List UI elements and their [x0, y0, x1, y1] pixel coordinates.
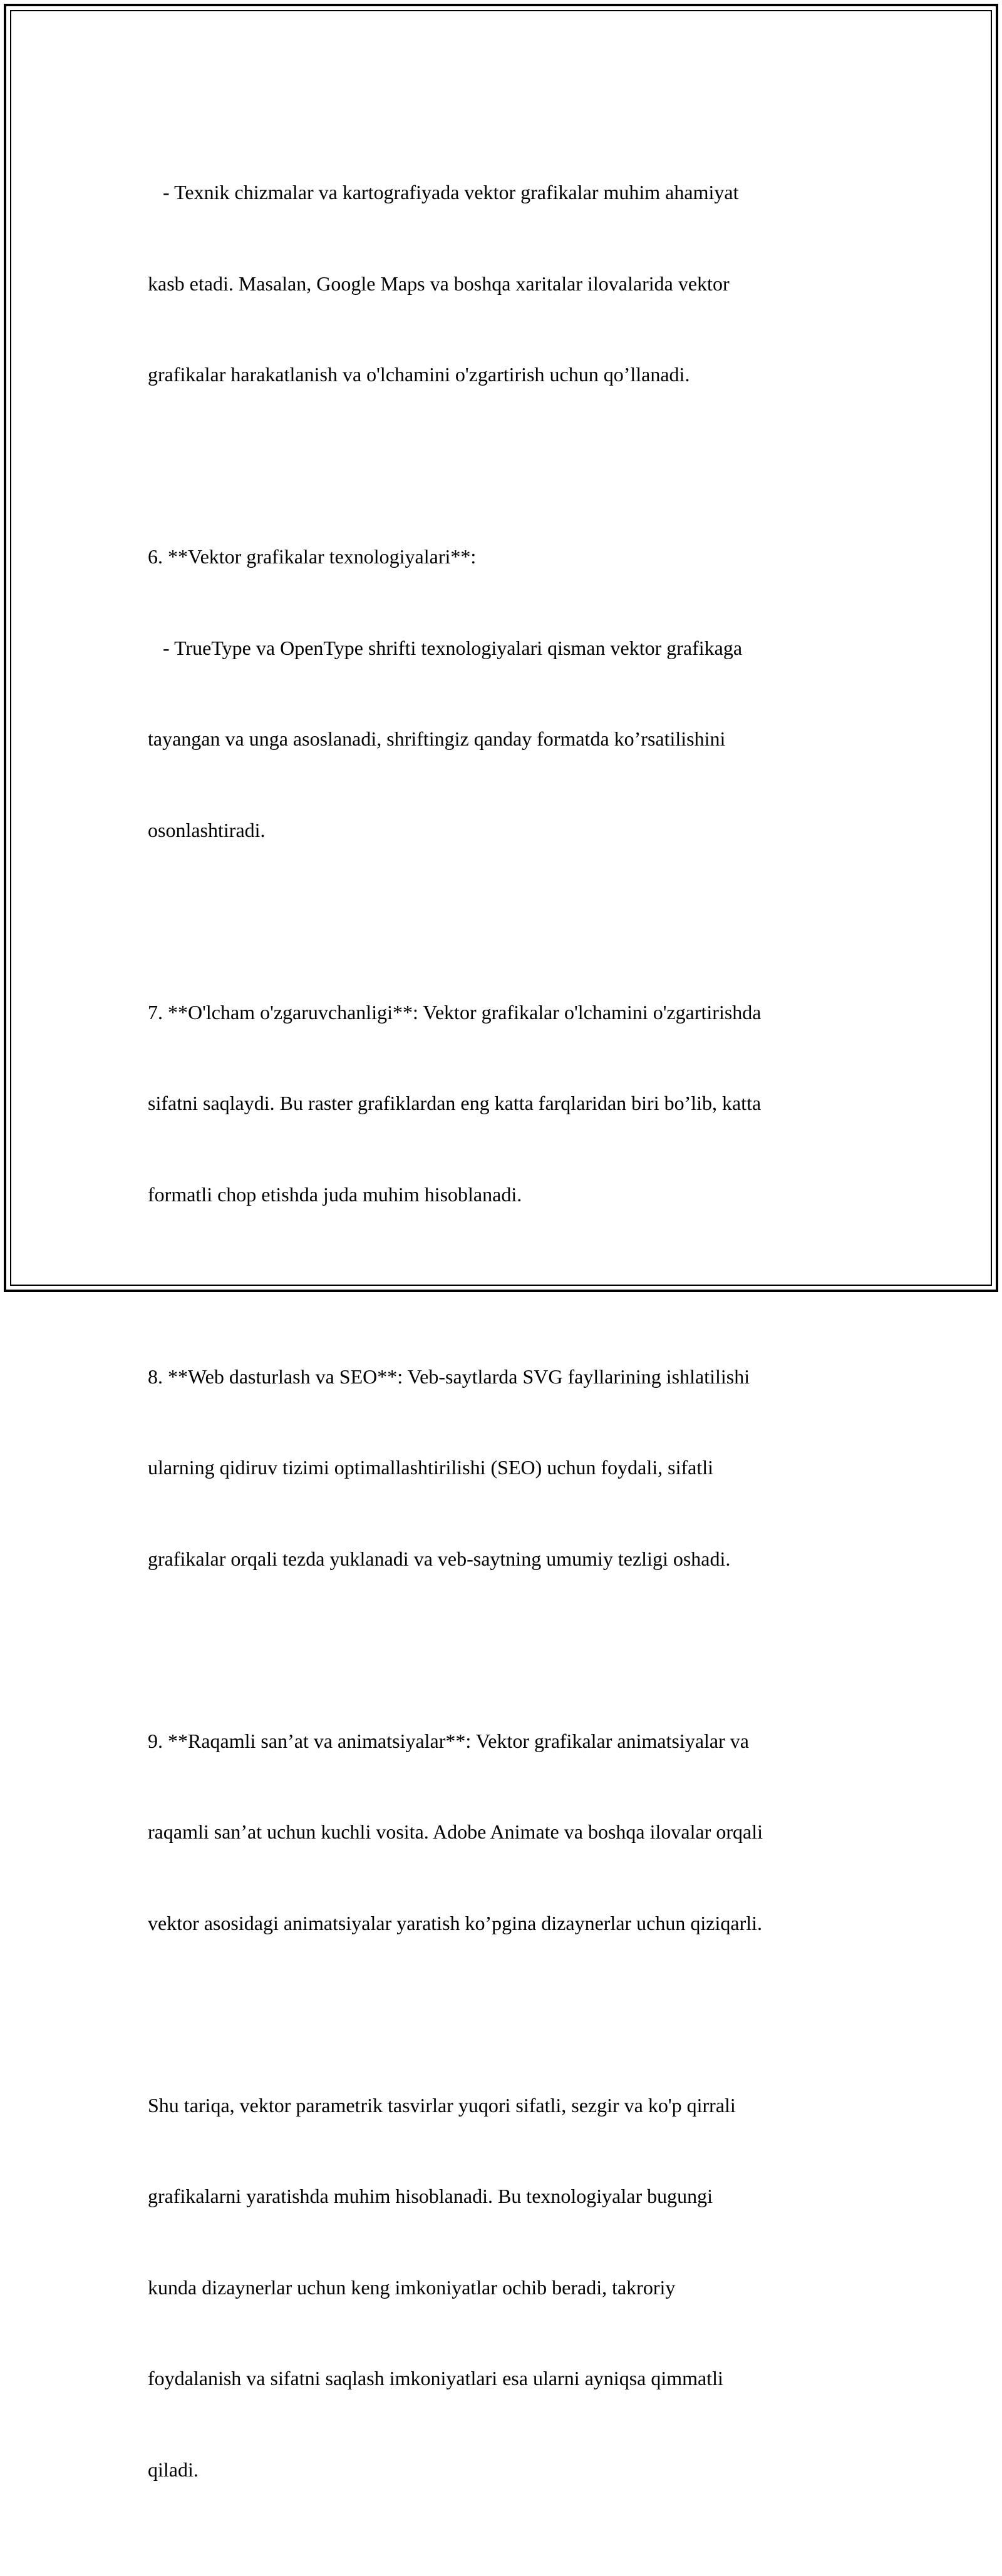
text-line: Shu tariqa, vektor parametrik tasvirlar yuqori sifatli, sezgir va ko'p qirrali: [148, 2093, 736, 2117]
text-line: raqamli san’at uchun kuchli vosita. Adobe Animate va boshqa ilovalar orqali: [148, 1820, 763, 1843]
text-line: 9. **Raqamli san’at va animatsiyalar**: Vektor grafikalar animatsiyalar va: [148, 1729, 749, 1752]
text-line: grafikalar harakatlanish va o'lchamini o'zgartirish uchun qo’llanadi.: [148, 363, 690, 386]
paragraph-item-9: [148, 1665, 862, 1999]
text-line: 8. **Web dasturlash va SEO**: Veb-saytlarda SVG fayllarining ishlatilishi: [148, 1365, 750, 1388]
text-line: 7. **O'lcham o'zgaruvchanligi**: Vektor grafikalar o'lchamini o'zgartirishda: [148, 1000, 762, 1024]
text-line: - TrueType va OpenType shrifti texnologiyalari qisman vektor grafikaga: [148, 636, 743, 659]
text-line: grafikalarni yaratishda muhim hisoblanadi. Bu texnologiyalar bugungi: [148, 2185, 713, 2207]
text-line: foydalanish va sifatni saqlash imkoniyatlari esa ularni ayniqsa qimmatli: [148, 2367, 723, 2389]
text-line: qiladi.: [148, 2458, 199, 2481]
paragraph-item-7: [148, 936, 862, 1271]
paragraph-conclusion: [148, 2029, 862, 2546]
paragraph-item-6: [148, 481, 862, 906]
text-line: ularning qidiruv tizimi optimallashtirilishi (SEO) uchun foydali, sifatli: [148, 1456, 713, 1479]
document-body: [148, 116, 862, 2576]
paragraph-item-8: [148, 1301, 862, 1635]
text-line: 6. **Vektor grafikalar texnologiyalari**:: [148, 545, 477, 568]
text-line: grafikalar orqali tezda yuklanadi va veb-saytning umumiy tezligi oshadi.: [148, 1547, 731, 1570]
text-line: - Texnik chizmalar va kartografiyada vektor grafikalar muhim ahamiyat: [148, 181, 739, 203]
text-line: osonlashtiradi.: [148, 818, 266, 841]
paragraph-technical-drawings: [148, 116, 862, 451]
text-line: formatli chop etishda juda muhim hisoblanadi.: [148, 1183, 522, 1206]
text-line: sifatni saqlaydi. Bu raster grafiklardan eng katta farqlaridan biri bo’lib, katta: [148, 1092, 762, 1114]
text-line: kasb etadi. Masalan, Google Maps va boshqa xaritalar ilovalarida vektor: [148, 272, 730, 295]
text-line: tayangan va unga asoslanadi, shriftingiz qanday formatda ko’rsatilishini: [148, 727, 726, 750]
text-line: kunda dizaynerlar uchun keng imkoniyatlar ochib beradi, takroriy: [148, 2276, 676, 2299]
text-line: vektor asosidagi animatsiyalar yaratish ko’pgina dizaynerlar uchun qiziqarli.: [148, 1911, 762, 1934]
